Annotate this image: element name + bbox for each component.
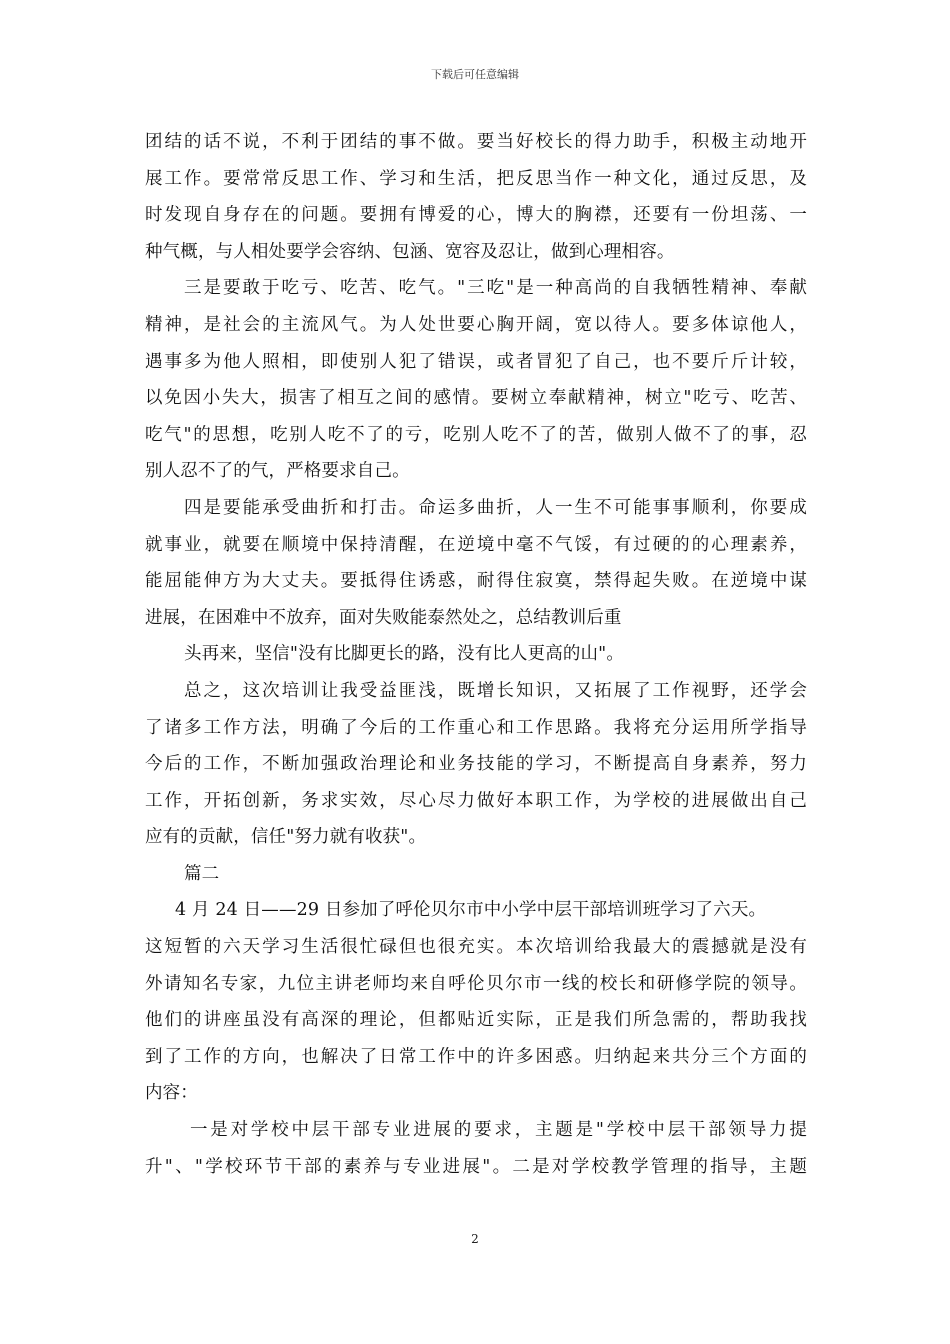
text-line: 四是要能承受曲折和打击。命运多曲折，人一生不可能事事顺利，你要成: [184, 497, 807, 518]
text-line: 三是要敢于吃亏、吃苦、吃气。"三吃"是一种高尚的自我牺牲精神、奉献: [184, 278, 807, 299]
text-line: 精神，是社会的主流风气。为人处世要心胸开阔，宽以待人。要多体谅他人，: [145, 314, 807, 335]
text-line: 工作，开拓创新，务求实效，尽心尽力做好本职工作，为学校的进展做出自己: [145, 790, 807, 811]
document-body: [145, 124, 807, 1185]
text-line: 吃气"的思想，吃别人吃不了的亏，吃别人吃不了的苦，做别人做不了的事，忍: [145, 424, 807, 445]
page-header: 下载后可任意编辑: [431, 68, 519, 81]
text-line: 团结的话不说，不利于团结的事不做。要当好校长的得力助手，积极主动地开: [145, 132, 807, 152]
text-line: 别人忍不了的气，严格要求自己。: [145, 461, 410, 482]
text-line: 篇二: [184, 863, 220, 884]
text-line: 能屈能伸方为大丈夫。要抵得住诱惑，耐得住寂寞，禁得起失败。在逆境中谋: [145, 571, 807, 592]
text-line: 遇事多为他人照相，即使别人犯了错误，或者冒犯了自己，也不要斤斤计较，: [145, 351, 807, 372]
text-line: 了诸多工作方法，明确了今后的工作重心和工作思路。我将充分运用所学指导: [145, 717, 807, 738]
text-line: 今后的工作，不断加强政治理论和业务技能的学习，不断提高自身素养，努力: [145, 754, 807, 775]
text-line: 这短暂的六天学习生活很忙碌但也很充实。本次培训给我最大的震撼就是没有: [145, 937, 807, 958]
text-line: 总之，这次培训让我受益匪浅，既增长知识，又拓展了工作视野，还学会: [184, 680, 807, 701]
text-line: 应有的贡献，信任"努力就有收获"。: [145, 827, 427, 848]
text-line: 4 月 24 日——29 日参加了呼伦贝尔市中小学中层干部培训班学习了六天。: [175, 900, 767, 921]
text-line: 就事业，就要在顺境中保持清醒，在逆境中毫不气馁，有过硬的的心理素养，: [145, 534, 807, 555]
text-line: 他们的讲座虽没有高深的理论，但都贴近实际，正是我们所急需的，帮助我找: [145, 1010, 807, 1031]
text-line: 时发现自身存在的问题。要拥有博爱的心，博大的胸襟，还要有一份坦荡、一: [145, 205, 807, 226]
text-line: 种气概，与人相处要学会容纳、包涵、宽容及忍让，做到心理相容。: [145, 241, 675, 262]
text-line: 一是对学校中层干部专业进展的要求，主题是"学校中层干部领导力提: [190, 1120, 807, 1141]
text-line: 外请知名专家，九位主讲老师均来自呼伦贝尔市一线的校长和研修学院的领导。: [145, 973, 807, 994]
text-line: 进展，在困难中不放弃，面对失败能泰然处之，总结教训后重: [145, 607, 622, 628]
page-number: 2: [471, 1232, 479, 1246]
text-line: 内容：: [145, 1083, 198, 1104]
text-line: 头再来，坚信"没有比脚更长的路，没有比人更高的山"。: [184, 644, 624, 665]
text-line: 展工作。要常常反思工作、学习和生活，把反思当作一种文化，通过反思，及: [145, 168, 807, 189]
text-line: 以免因小失大，损害了相互之间的感情。要树立奉献精神，树立"吃亏、吃苦、: [145, 388, 807, 409]
text-line: 升"、"学校环节干部的素养与专业进展"。二是对学校教学管理的指导，主题: [145, 1156, 807, 1177]
text-line: 到了工作的方向，也解决了日常工作中的许多困惑。归纳起来共分三个方面的: [145, 1046, 807, 1067]
